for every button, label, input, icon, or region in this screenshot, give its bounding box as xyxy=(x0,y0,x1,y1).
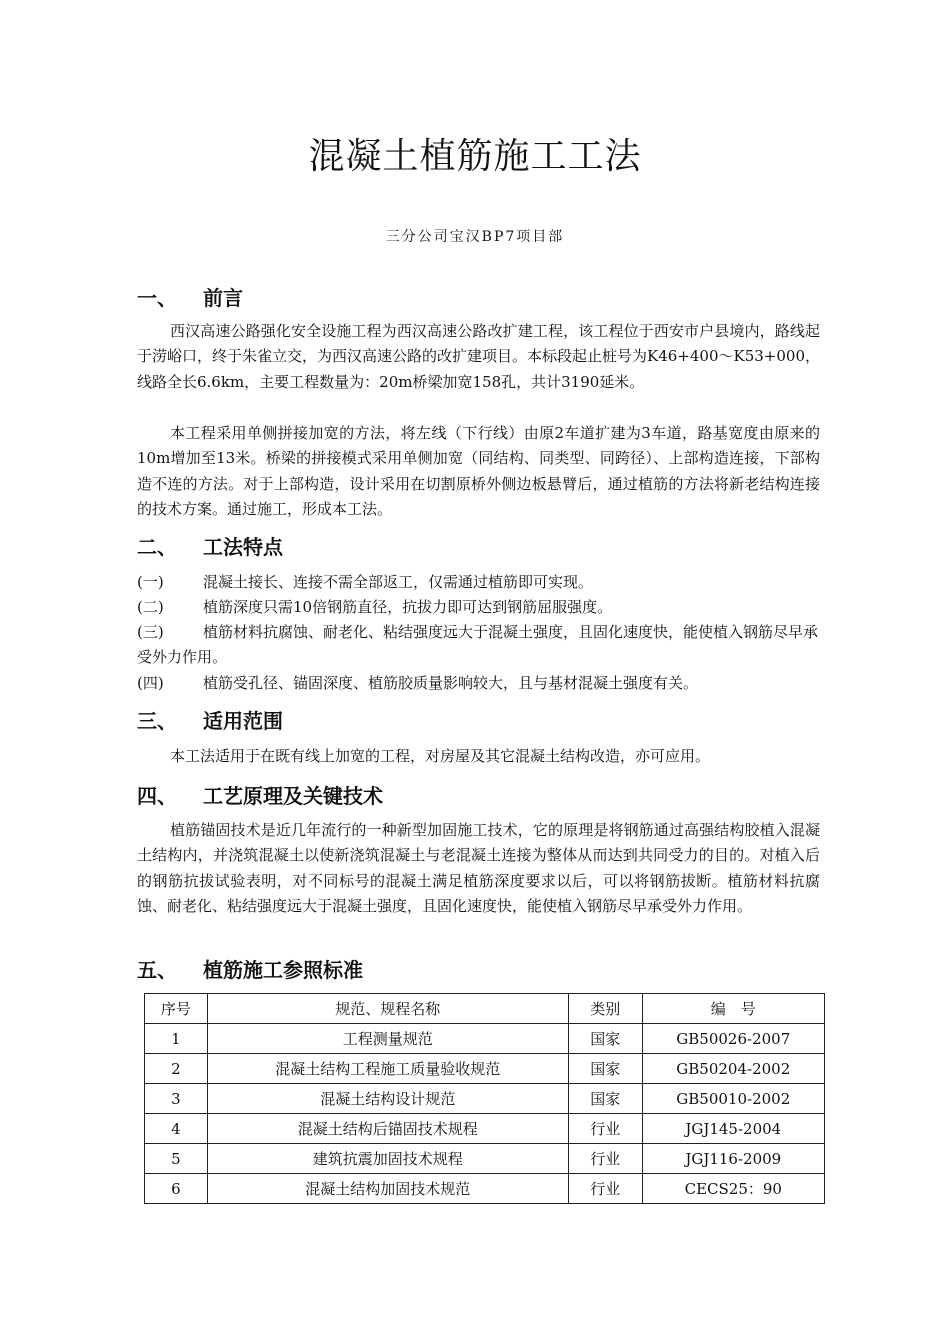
table-row xyxy=(145,1084,825,1114)
list-item xyxy=(137,620,820,671)
section-number: 三、 xyxy=(137,709,177,733)
table-cell: 国家 xyxy=(568,1084,642,1114)
table-cell: JGJ145-2004 xyxy=(642,1114,824,1144)
table-cell: 2 xyxy=(145,1054,208,1084)
paragraph: 本工法适用于在既有线上加宽的工程，对房屋及其它混凝土结构改造，亦可应用。 xyxy=(170,747,711,765)
column-header-index: 序号 xyxy=(145,994,208,1024)
section-title: 适用范围 xyxy=(203,709,283,733)
section-title: 工法特点 xyxy=(203,535,283,559)
section-heading-3 xyxy=(137,707,283,735)
table-cell: 3 xyxy=(145,1084,208,1114)
list-item-number: (二) xyxy=(137,598,164,616)
section-heading-2 xyxy=(137,533,283,561)
table-cell: 混凝土结构工程施工质量验收规范 xyxy=(207,1054,568,1084)
document-title: 混凝土植筋施工工法 xyxy=(308,136,642,177)
table-cell: 混凝土结构后锚固技术规程 xyxy=(207,1114,568,1144)
list-item-text: 混凝土接长、连接不需全部返工，仅需通过植筋即可实现。 xyxy=(203,573,594,591)
table-cell: GB50010-2002 xyxy=(642,1084,824,1114)
standards-table xyxy=(144,993,825,1204)
table-header-row xyxy=(145,994,825,1024)
list-item-text: 植筋材料抗腐蚀、耐老化、粘结强度远大于混凝土强度，且固化速度快，能使植入钢筋尽早承受外力作用。 xyxy=(137,623,819,667)
table-cell: 混凝土结构加固技术规范 xyxy=(207,1174,568,1204)
column-header-name: 规范、规程名称 xyxy=(207,994,568,1024)
section-number: 二、 xyxy=(137,535,177,559)
column-header-category: 类别 xyxy=(568,994,642,1024)
list-item xyxy=(137,595,820,620)
section-number: 四、 xyxy=(137,784,177,808)
table-cell: 行业 xyxy=(568,1144,642,1174)
section-title: 植筋施工参照标准 xyxy=(203,958,363,982)
list-item xyxy=(137,570,820,595)
table-row xyxy=(145,1174,825,1204)
table-cell: 工程测量规范 xyxy=(207,1024,568,1054)
table-row xyxy=(145,1144,825,1174)
table-row xyxy=(145,1024,825,1054)
table-cell: GB50026-2007 xyxy=(642,1024,824,1054)
table-row xyxy=(145,1114,825,1144)
section-heading-1 xyxy=(137,284,243,312)
column-header-code: 编 号 xyxy=(642,994,824,1024)
section-heading-5 xyxy=(137,956,363,984)
table-cell: 1 xyxy=(145,1024,208,1054)
table-cell: 国家 xyxy=(568,1024,642,1054)
table-cell: 混凝土结构设计规范 xyxy=(207,1084,568,1114)
section-heading-4 xyxy=(137,782,383,810)
section-title: 工艺原理及关键技术 xyxy=(203,784,383,808)
list-item-number: (四) xyxy=(137,674,164,692)
list-item xyxy=(137,671,820,696)
paragraph: 西汉高速公路强化安全设施工程为西汉高速公路改扩建工程，该工程位于西安市户县境内，路线起于涝峪口，终于朱雀立交，为西汉高速公路的改扩建项目。本标段起止桩号为K46+400～K53+000，线路全长6.6km，主要工程数量为：20m桥梁加宽158孔，共计3190延米。 xyxy=(137,322,820,391)
table-cell: 5 xyxy=(145,1144,208,1174)
list-item-number: (一) xyxy=(137,573,164,591)
table-cell: JGJ116-2009 xyxy=(642,1144,824,1174)
table-cell: 建筑抗震加固技术规程 xyxy=(207,1144,568,1174)
table-cell: 行业 xyxy=(568,1174,642,1204)
document-subtitle: 三分公司宝汉BP7项目部 xyxy=(385,229,565,245)
table-cell: CECS25：90 xyxy=(642,1174,824,1204)
table-cell: 4 xyxy=(145,1114,208,1144)
paragraph: 本工程采用单侧拼接加宽的方法，将左线（下行线）由原2车道扩建为3车道，路基宽度由原来的10m增加至13米。桥梁的拼接模式采用单侧加宽（同结构、同类型、同跨径）、上部构造连接，下部构造不连的方法。对于上部构造，设计采用在切割原桥外侧边板悬臂后，通过植筋的方法将新老结构连接的技术方案。通过施工，形成本工法。 xyxy=(137,424,820,518)
paragraph: 植筋锚固技术是近几年流行的一种新型加固施工技术，它的原理是将钢筋通过高强结构胶植入混凝土结构内，并浇筑混凝土以使新浇筑混凝土与老混凝土连接为整体从而达到共同受力的目的。对植入后的钢筋抗拔试验表明，对不同标号的混凝土满足植筋深度要求以后，可以将钢筋拔断。植筋材料抗腐蚀、耐老化、粘结强度远大于混凝土强度，且固化速度快，能使植入钢筋尽早承受外力作用。 xyxy=(137,821,820,915)
table-cell: 国家 xyxy=(568,1054,642,1084)
table-row xyxy=(145,1054,825,1084)
table-cell: 6 xyxy=(145,1174,208,1204)
table-cell: GB50204-2002 xyxy=(642,1054,824,1084)
list-item-text: 植筋受孔径、锚固深度、植筋胶质量影响较大，且与基材混凝土强度有关。 xyxy=(203,674,699,692)
table-cell: 行业 xyxy=(568,1114,642,1144)
section-number: 一、 xyxy=(137,286,177,310)
section-number: 五、 xyxy=(137,958,177,982)
section-title: 前言 xyxy=(203,286,243,310)
list-item-text: 植筋深度只需10倍钢筋直径，抗拔力即可达到钢筋屈服强度。 xyxy=(203,598,613,616)
list-item-number: (三) xyxy=(137,623,164,641)
